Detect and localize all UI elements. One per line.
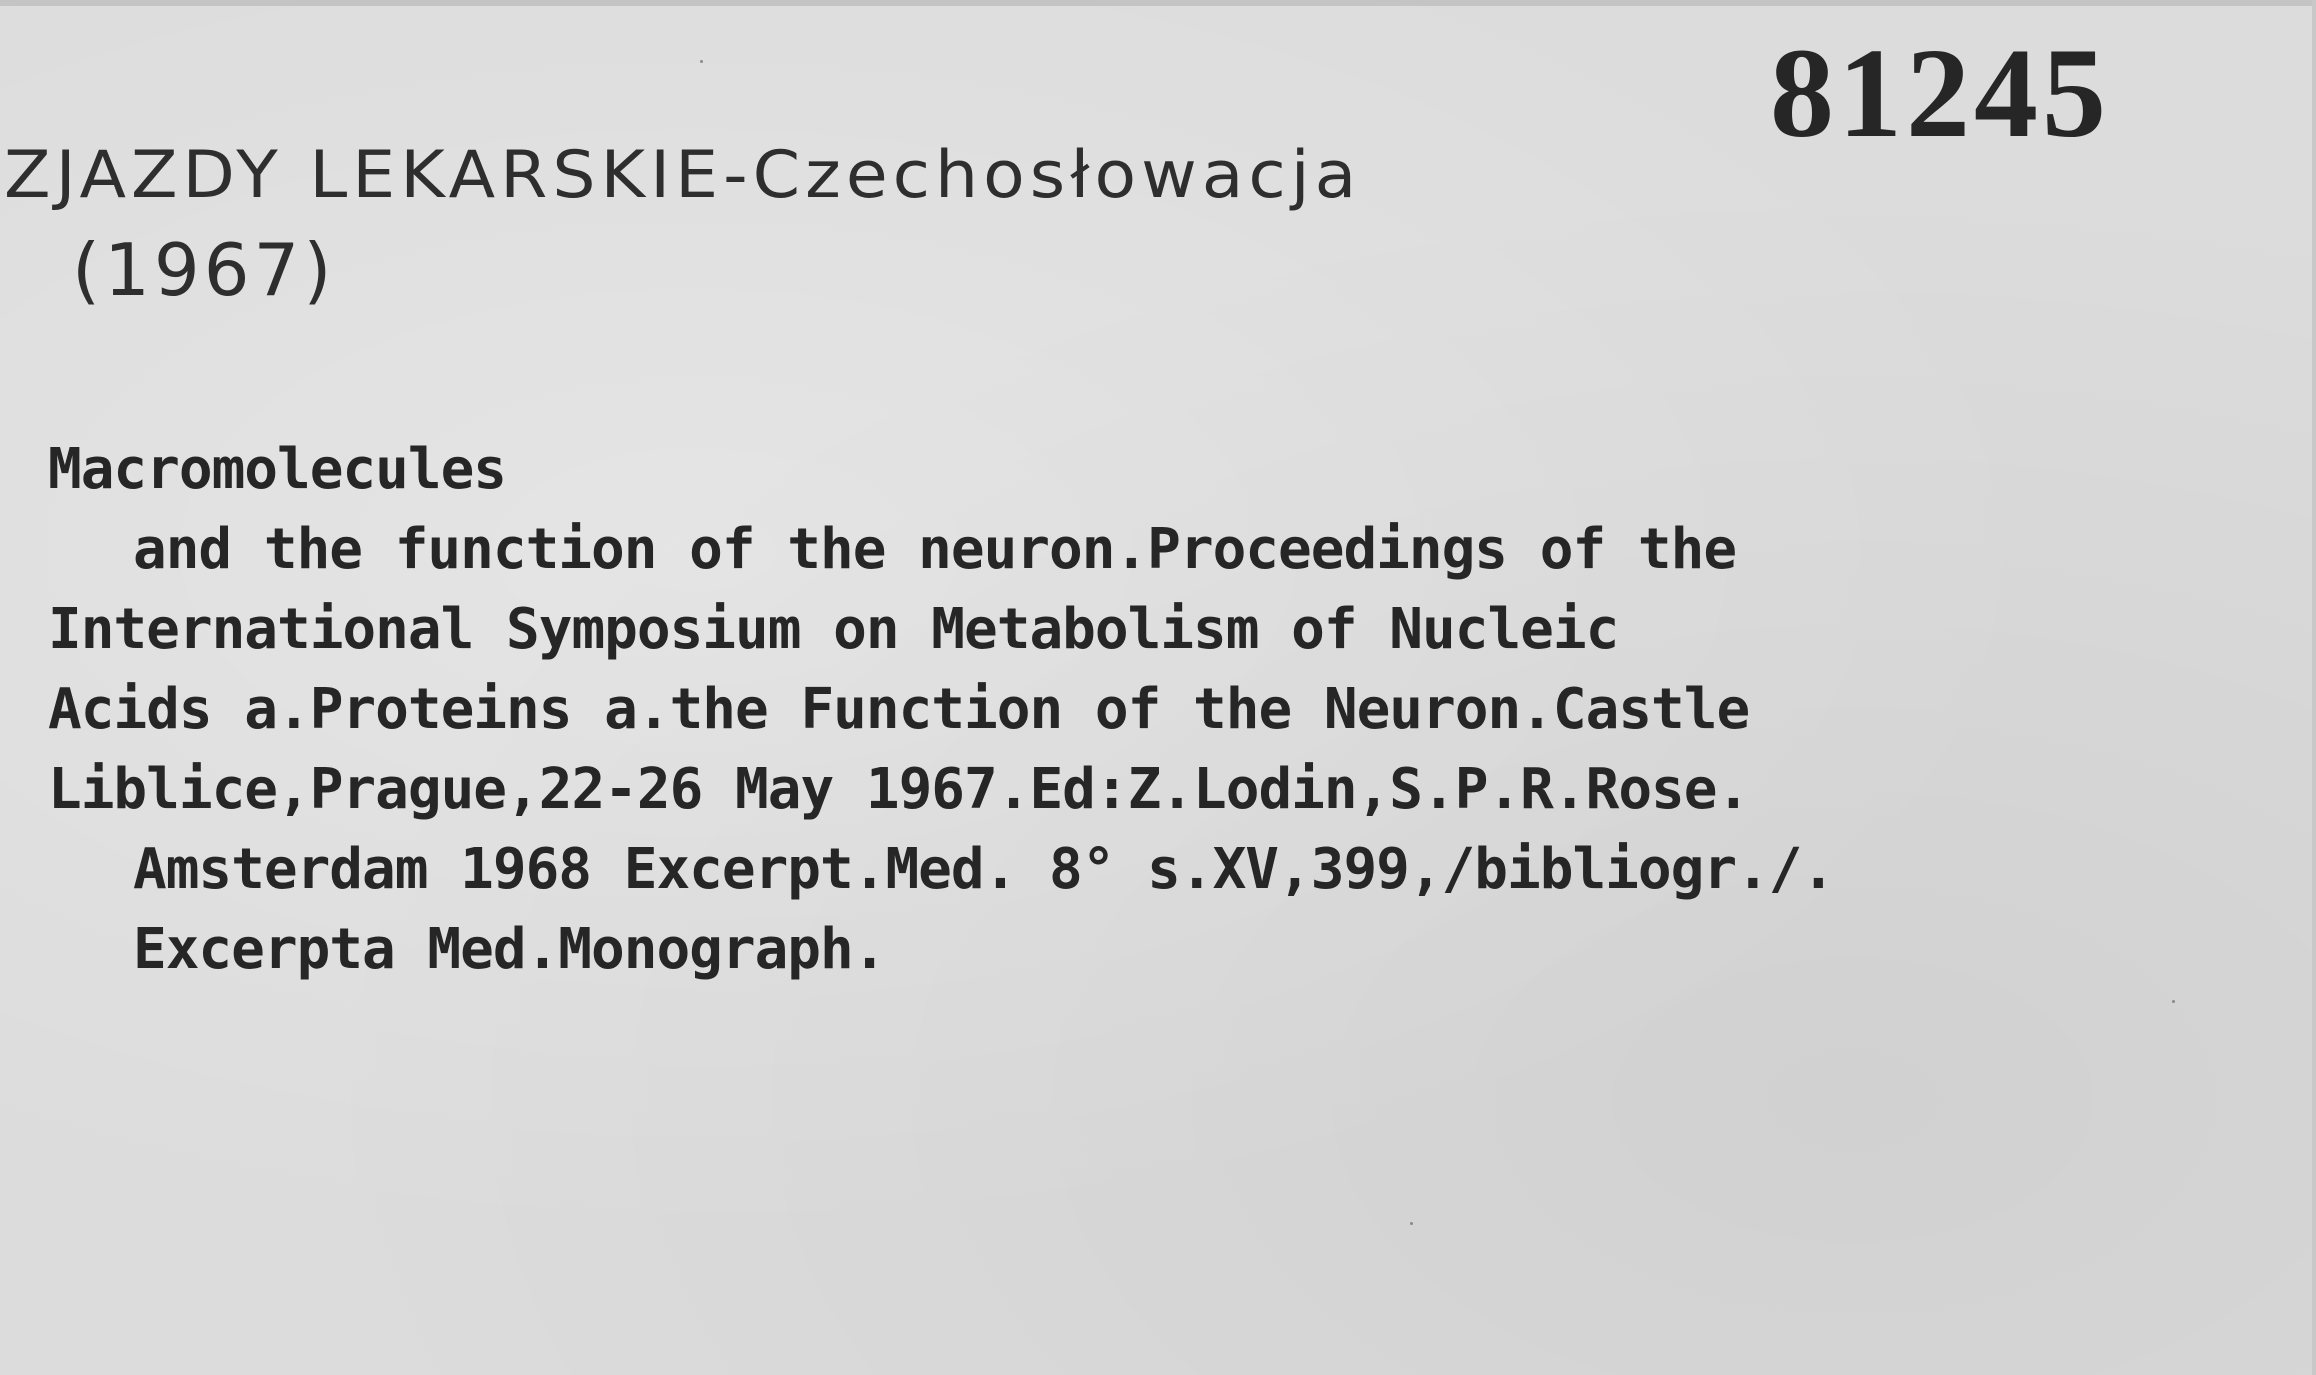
entry-line: and the function of the neuron.Proceedings of the — [133, 517, 1737, 582]
entry-line-publication: Amsterdam 1968 Excerpt.Med. 8° s.XV,399,/bibliogr./. — [133, 837, 1835, 902]
subject-heading-year: (1967) — [72, 228, 336, 312]
bibliographic-entry — [48, 430, 1834, 990]
entry-line-title: Macromolecules — [48, 437, 507, 502]
entry-line: International Symposium on Metabolism of Nucleic — [48, 597, 1619, 662]
card-right-edge — [2312, 0, 2316, 1375]
subject-heading: ZJAZDY LEKARSKIE-Czechosłowacja — [4, 138, 1362, 214]
card-top-edge — [0, 0, 2316, 6]
paper-speck — [2172, 1000, 2175, 1003]
entry-line: Acids a.Proteins a.the Function of the Neuron.Castle — [48, 677, 1750, 742]
catalog-number: 81245 — [1770, 22, 2110, 164]
entry-line: Liblice,Prague,22-26 May 1967.Ed:Z.Lodin,S.P.R.Rose. — [48, 757, 1750, 822]
paper-speck — [1410, 1222, 1413, 1225]
entry-line-series: Excerpta Med.Monograph. — [133, 917, 886, 982]
paper-speck — [700, 60, 703, 63]
